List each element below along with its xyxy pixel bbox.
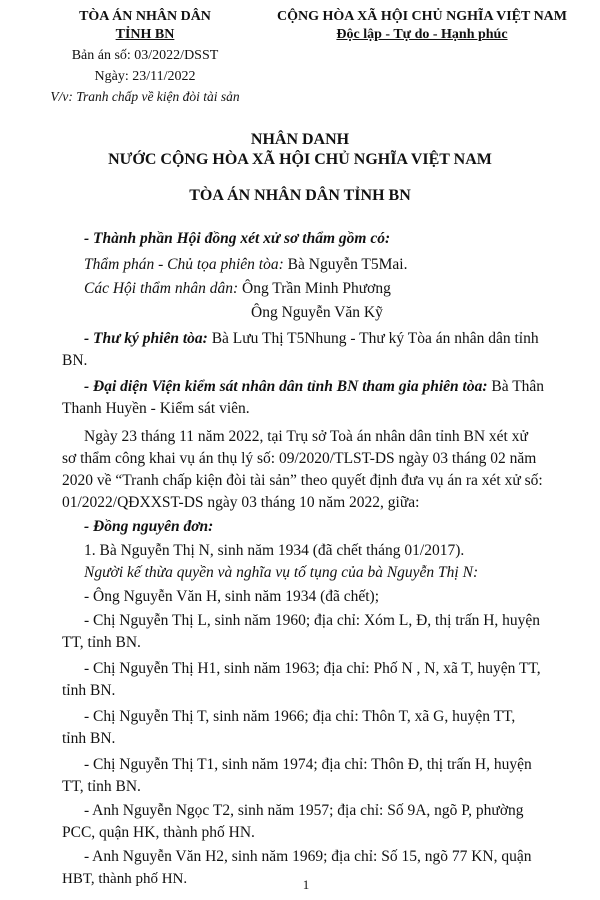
heir-t1-line1: - Chị Nguyễn Thị T1, sinh năm 1974; địa chỉ: Thôn Đ, thị trấn H, huyện <box>84 756 532 773</box>
verdict-date: Ngày: 23/11/2022 <box>94 69 196 84</box>
court-name: TÒA ÁN NHÂN DÂN <box>79 9 211 24</box>
verdict-number: Bản án số: 03/2022/DSST <box>71 48 219 63</box>
prosecutor-text-1: Bà Thân <box>491 378 545 395</box>
intro-line-2: sơ thẩm công khai vụ án thụ lý số: 09/2020/TLST-DS ngày 03 tháng 02 năm <box>62 450 537 467</box>
judge-line <box>84 254 407 276</box>
heir-l-line2: TT, tỉnh BN. <box>62 634 141 651</box>
prosecutor-line <box>84 376 544 398</box>
heir-t-line2: tỉnh BN. <box>62 730 116 747</box>
heirs-heading: Người kế thừa quyền và nghĩa vụ tố tụng của bà Nguyễn Thị N: <box>84 564 479 581</box>
heir-h1-line2: tỉnh BN. <box>62 682 116 699</box>
national-motto: Độc lập - Tự do - Hạnh phúc <box>336 27 508 42</box>
intro-line-4: 01/2022/QĐXXST-DS ngày 03 tháng 10 năm 2022, giữa: <box>62 494 420 511</box>
verdict-subject: V/v: Tranh chấp về kiện đòi tài sản <box>50 89 240 104</box>
heir-h2-line2: HBT, thành phố HN. <box>62 871 188 887</box>
intro-line-3: 2020 về “Tranh chấp kiện đòi tài sản” theo quyết định đưa vụ án ra xét xử số: <box>62 472 543 489</box>
heir-t2-line2: PCC, quận HK, thành phố HN. <box>62 824 255 841</box>
title-line2: NƯỚC CỘNG HÒA XÃ HỘI CHỦ NGHĨA VIỆT NAM <box>108 151 492 168</box>
heir-t-line1: - Chị Nguyễn Thị T, sinh năm 1966; địa chỉ: Thôn T, xã G, huyện TT, <box>84 708 516 725</box>
page-number: 1 <box>302 877 310 892</box>
title-line1: NHÂN DANH <box>250 131 350 148</box>
plaintiff-heading: - Đồng nguyên đơn: <box>84 518 214 535</box>
heir-h2-line1: - Anh Nguyễn Văn H2, sinh năm 1969; địa chỉ: Số 15, ngõ 77 KN, quận <box>84 848 532 865</box>
juror-1: Ông Trần Minh Phương <box>242 280 391 297</box>
juror-2: Ông Nguyễn Văn Kỹ <box>251 304 383 321</box>
title-court: TÒA ÁN NHÂN DÂN TỈNH BN <box>189 187 411 204</box>
clerk-text-1: Bà Lưu Thị T5Nhung - Thư ký Tòa án nhân dân tỉnh <box>211 330 539 347</box>
heir-t2-line1: - Anh Nguyễn Ngọc T2, sinh năm 1957; địa chỉ: Số 9A, ngõ P, phường <box>84 802 524 819</box>
clerk-text-2: BN. <box>62 352 88 369</box>
country-name: CỘNG HÒA XÃ HỘI CHỦ NGHĨA VIỆT NAM <box>276 9 567 24</box>
jurors-label: Các Hội thẩm nhân dân: <box>84 280 239 297</box>
court-header <box>30 8 260 106</box>
heir-l-line1: - Chị Nguyễn Thị L, sinh năm 1960; địa chỉ: Xóm L, Đ, thị trấn H, huyện <box>84 612 541 629</box>
jurors-line <box>84 278 391 300</box>
intro-line-1: Ngày 23 tháng 11 năm 2022, tại Trụ sở Toà án nhân dân tỉnh BN xét xử <box>84 428 528 445</box>
heir-h1-line1: - Chị Nguyễn Thị H1, sinh năm 1963; địa chỉ: Phố N , N, xã T, huyện TT, <box>84 660 541 677</box>
heir-t1-line2: TT, tỉnh BN. <box>62 778 141 795</box>
panel-heading: - Thành phần Hội đồng xét xử sơ thẩm gồm có: <box>84 230 391 247</box>
clerk-line <box>84 328 578 350</box>
national-header <box>262 8 582 44</box>
court-province: TỈNH BN <box>115 27 175 42</box>
judge-name: Bà Nguyễn T5Mai. <box>287 256 408 273</box>
plaintiff-item-1: 1. Bà Nguyễn Thị N, sinh năm 1934 (đã chết tháng 01/2017). <box>84 542 465 559</box>
judge-label: Thẩm phán - Chủ tọa phiên tòa: <box>84 256 284 273</box>
heir-h: - Ông Nguyễn Văn H, sinh năm 1934 (đã chết); <box>84 588 380 605</box>
clerk-label: - Thư ký phiên tòa: <box>84 330 208 347</box>
prosecutor-label: - Đại diện Viện kiểm sát nhân dân tỉnh BN tham gia phiên tòa: <box>84 378 488 395</box>
prosecutor-text-2: Thanh Huyền - Kiểm sát viên. <box>62 400 250 417</box>
